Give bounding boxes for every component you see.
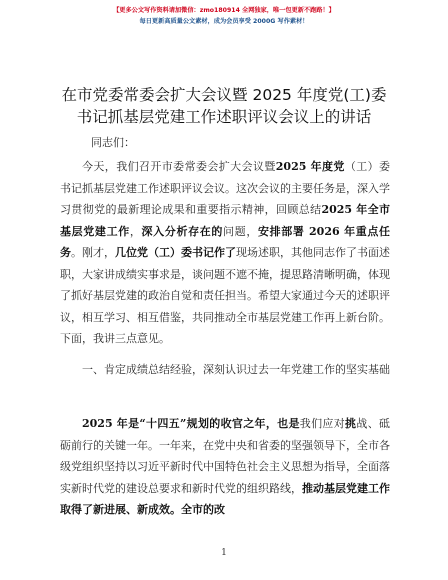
- paragraph-opening: [60, 156, 390, 350]
- text-segment: ，: [129, 224, 142, 238]
- page-number: 1: [221, 548, 227, 558]
- highlighted-text: 2025 年全市基层党建工作: [60, 203, 390, 238]
- text-segment: 我们应对: [299, 417, 346, 430]
- document-title-line-2: 书记抓基层党建工作述职评议会议上的讲话: [76, 108, 372, 126]
- salutation: 同志们：: [91, 136, 135, 149]
- section-heading-1: 一、肯定成绩总结经验，深刻认识过去一年党建工作的坚实基础: [82, 363, 390, 376]
- text-segment: 战、砥砺前行的关键一年。一年来，在党中央和省委的坚强领导下，全市各级党组织坚持以习近平新时代中国特色社会主义思想为指导，全面落实新时代党的建设总要求和新时代党的组织路线，: [60, 417, 391, 495]
- highlighted-text: 几位党（工）委书记作了: [115, 246, 236, 259]
- text-segment: 问题，: [223, 224, 258, 238]
- highlighted-text: 2025 年度党: [275, 160, 345, 173]
- text-segment: 今天，我们召开市委常委会扩大会议暨: [82, 160, 276, 173]
- highlighted-text: 2025 年是“十四五”规划的收官之年，也是: [82, 417, 300, 430]
- promo-banner-line-2: 每日更新高质量公文素材，成为会员享受 2000G 写作素材！: [139, 18, 309, 25]
- document-title-line-1: 在市党委常委会扩大会议暨 2025 年度党(工)委: [61, 86, 387, 104]
- promo-banner-line-1: 【更多公文写作资料请加微信：zmo180914 全网独家，唯一包更新不跑路！】: [113, 7, 335, 14]
- text-segment: 。刚才，: [71, 246, 115, 259]
- text-segment: 现场述职，其他同志作了书面述职，大家讲成绩实事求是，谈问题不遮不掩，提思路清晰明确，体现了抓好基层党建的政治自觉和责任担当。希望大家通过今天的述职评议，相互学习、相互借鉴，共同推动全市基层党建工作再上新台阶。下面，我讲三点意见。: [60, 246, 390, 345]
- highlighted-text: 安排部署 2026 年重点任务: [60, 224, 391, 259]
- highlighted-text: 深入分析存在的: [141, 224, 224, 238]
- highlighted-text: 推动基层党建工作取得了新进展、新成效。全市的改: [60, 481, 390, 516]
- text-segment: （工）委书记抓基层党建工作述职评议会议。这次会议的主要任务是，深入学习贯彻党的最新理论成果和重要指示精神，回顾总结: [60, 160, 391, 216]
- highlighted-text: 挑: [345, 417, 357, 430]
- paragraph-section-1: [60, 413, 390, 521]
